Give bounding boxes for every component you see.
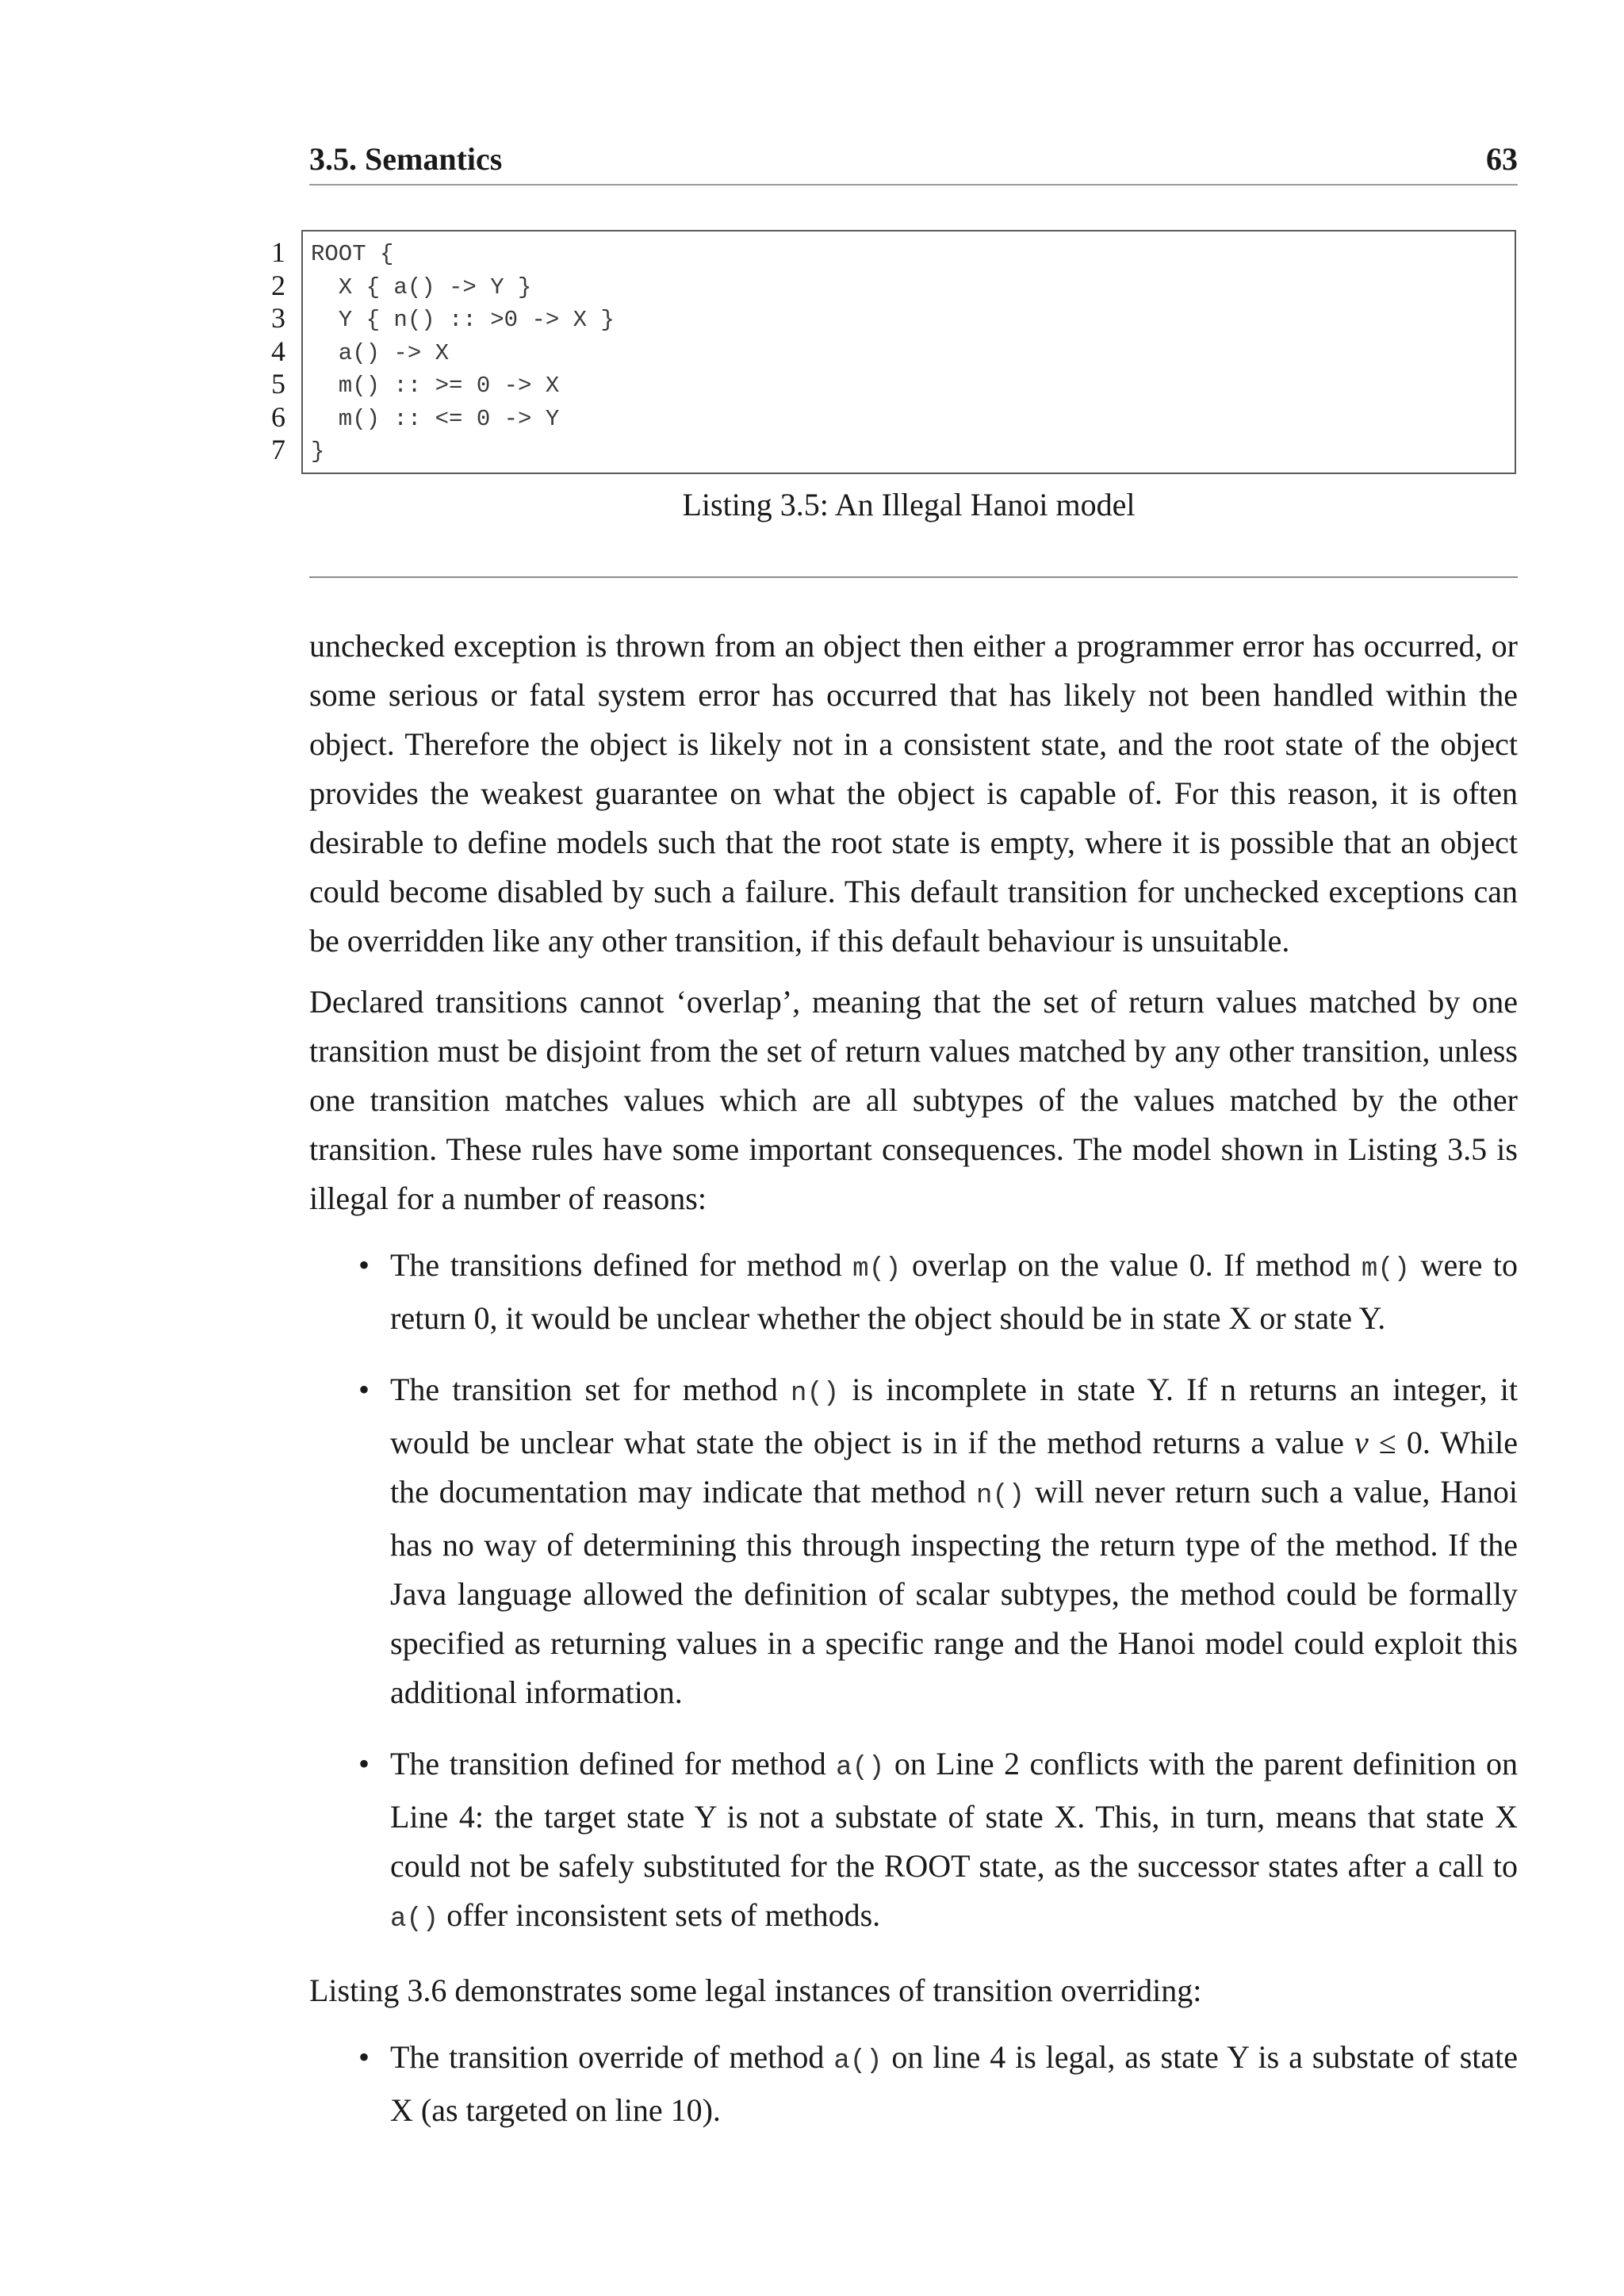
- list-item: [309, 2033, 1518, 2135]
- paragraph: unchecked exception is thrown from an object then either a programmer error has occurred, or some serious or fatal system error has occurred that has likely not been handled within the object. Therefore the object is likely not in a consistent state, and the root state of the object provides the weakest guarantee on what the object is capable of. For this reason, it is often desirable to define models such that the root state is empty, where it is possible that an object could become disabled by such a failure. This default transition for unchecked exceptions can be overridden like any other transition, if this default behaviour is unsuitable.: [309, 628, 1518, 959]
- code-line: ROOT {: [311, 241, 394, 267]
- line-number: 6: [271, 400, 285, 433]
- text-run: on line 4 is legal, as state Y is a substate of state X (as targeted on line 10).: [390, 2039, 1518, 2128]
- list-item: [309, 1365, 1518, 1717]
- page-number: 63: [1486, 141, 1518, 177]
- text-run: is incomplete in state Y. If n returns an integer, it would be unclear what state the object is in if the method returns a value: [390, 1372, 1519, 1460]
- line-number: 4: [271, 335, 285, 367]
- math-variable: v: [1354, 1425, 1369, 1460]
- bullet-list: [309, 1241, 1518, 1944]
- code-line: X { a() -> Y }: [311, 274, 532, 300]
- text-run: ≤ 0. While the documentation may indicate that method: [390, 1425, 1518, 1510]
- text-run: The transition defined for method: [390, 1746, 837, 1781]
- bullet-glyph: •: [358, 2039, 370, 2075]
- text-run: The transition set for method: [390, 1372, 791, 1407]
- code-inline: n(): [791, 1379, 840, 1409]
- paragraph: Listing 3.6 demonstrates some legal instances of transition overriding:: [309, 1973, 1202, 2008]
- text-run: The transition override of method: [390, 2039, 834, 2075]
- text-run: were to return 0, it would be unclear whether the object should be in state X or state Y.: [390, 1247, 1518, 1336]
- code-line: a() -> X: [311, 339, 450, 366]
- code-inline: m(): [1361, 1254, 1411, 1284]
- text-run: The transitions defined for method: [390, 1247, 853, 1283]
- section-title: 3.5. Semantics: [309, 141, 503, 177]
- bullet-glyph: •: [358, 1372, 370, 1407]
- code-inline: a(): [836, 1753, 885, 1783]
- running-head: [309, 135, 1518, 186]
- body-text: [309, 622, 1518, 2157]
- code-line: m() :: >= 0 -> X: [311, 373, 560, 399]
- code-inline: a(): [833, 2046, 883, 2076]
- line-number: 3: [271, 302, 285, 334]
- line-number: 5: [271, 368, 285, 400]
- bullet-list: [309, 2033, 1518, 2135]
- text-run: offer inconsistent sets of methods.: [439, 1897, 881, 1933]
- bullet-glyph: •: [358, 1746, 370, 1781]
- code-listing: [301, 230, 1516, 474]
- text-run: will never return such a value, Hanoi has no way of determining this through inspecting the return type of the method. If the Java language allowed the definition of scalar subtypes, the method could be formally specified as returning values in a specific range and the Hanoi model could exploit this additional information.: [390, 1474, 1519, 1710]
- list-item: [309, 1739, 1518, 1944]
- bullet-glyph: •: [358, 1247, 370, 1283]
- code-line: }: [311, 438, 325, 465]
- list-item: [309, 1241, 1518, 1343]
- paragraph: Declared transitions cannot ‘overlap’, meaning that the set of return values matched by one transition must be disjoint from the set of return values matched by any other transition, unless one transition matches values which are all subtypes of the values matched by the other transition. These rules have some important consequences. The model shown in Listing 3.5 is illegal for a number of reasons:: [309, 984, 1518, 1216]
- code-inline: a(): [390, 1904, 439, 1934]
- text-run: overlap on the value 0. If method: [901, 1247, 1362, 1283]
- listing-caption: Listing 3.5: An Illegal Hanoi model: [682, 487, 1136, 522]
- text-run: on Line 2 conflicts with the parent definition on Line 4: the target state Y is not a substate of state X. This, in turn, means that state X could not be safely substituted for the ROOT state, as the successor states after a call to: [390, 1746, 1519, 1884]
- code-inline: n(): [975, 1481, 1025, 1511]
- code-line: m() :: <= 0 -> Y: [311, 405, 560, 432]
- line-number: 7: [271, 434, 285, 465]
- line-number: 2: [271, 269, 285, 301]
- divider: [309, 576, 1518, 578]
- line-number: 1: [271, 236, 285, 268]
- listing-line-numbers: [254, 236, 285, 467]
- code-line: Y { n() :: >0 -> X }: [311, 307, 615, 333]
- code-inline: m(): [852, 1254, 902, 1284]
